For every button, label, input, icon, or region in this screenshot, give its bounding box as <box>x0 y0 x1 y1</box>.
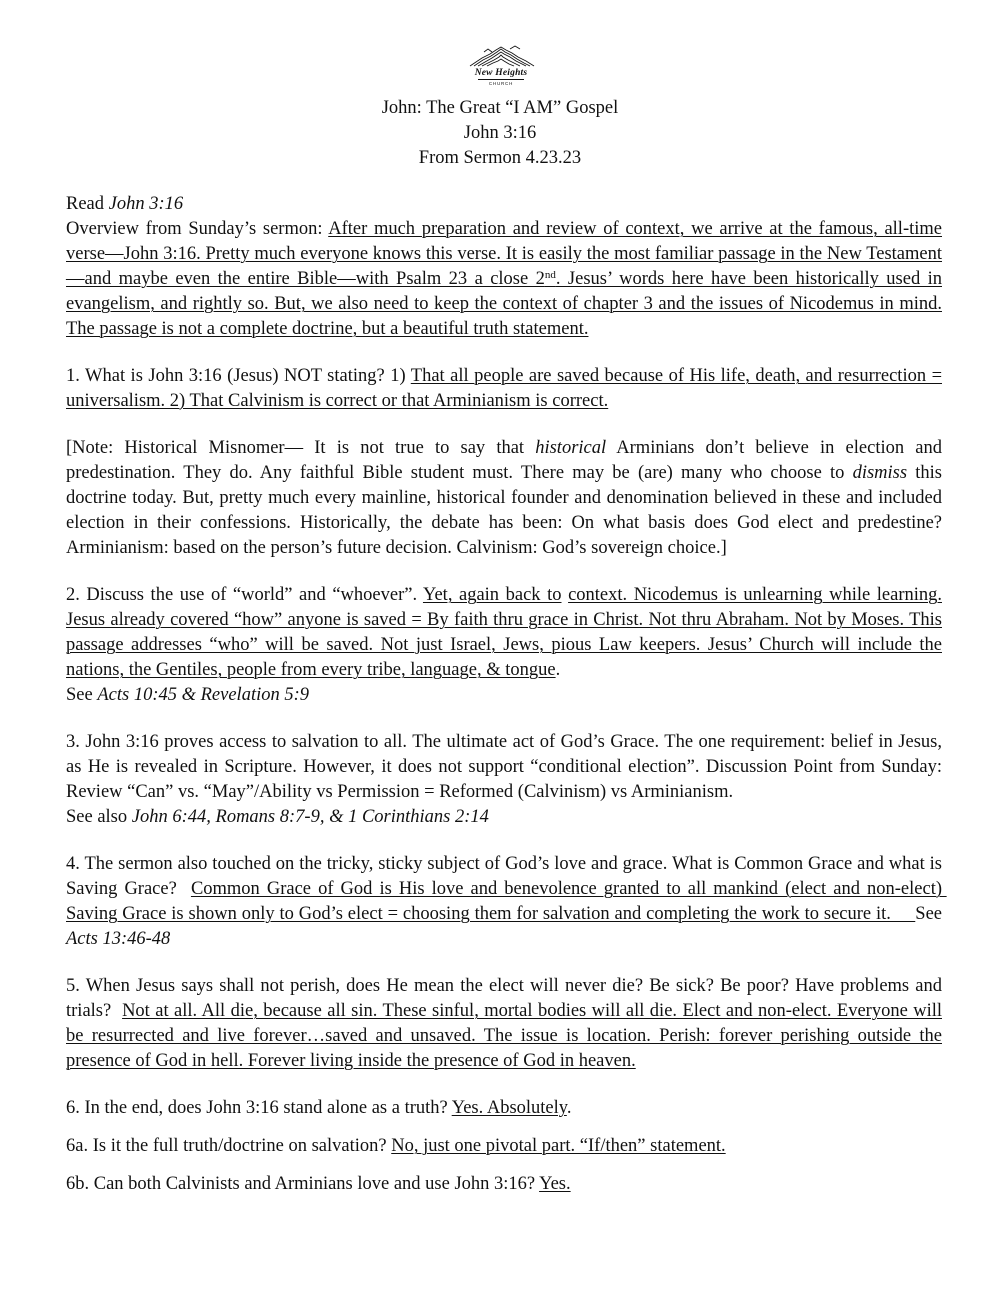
question-2-see <box>66 683 942 708</box>
overview-text-part-1: After much preparation and review of context, we arrive at the famous, all-time verse—John 3:16. Pretty much everyone knows this verse. It is easily the most familiar passage in the New Testament—and maybe even the entire Bible—with Psalm 23 a close 2 <box>66 219 942 289</box>
note-text-part-3: this doctrine today. But, pretty much every mainline, historical founder and denomination believed in these and included election in their confessions. Historically, the debate has been: On what basis does God elect and predestine? Arminianism: based on the person’s future decision. Calvinism: God’s sovereign choice.] <box>66 463 942 558</box>
note-italic-historical: historical <box>535 438 607 458</box>
question-6b-text: 6b. Can both Calvinists and Arminians love and use John 3:16? <box>66 1174 540 1194</box>
question-4 <box>66 852 947 952</box>
logo-divider <box>478 79 524 80</box>
question-3 <box>66 730 942 805</box>
logo-name: New Heights <box>474 68 528 78</box>
logo-subtitle: CHURCH <box>488 81 514 86</box>
question-2-answer-a: Yet, again back to <box>422 585 562 605</box>
note-text-part-2: Arminians don’t believe in election and predestination. They do. Any faithful Bible student must. There may be (are) many who choose to <box>66 438 942 483</box>
overview-text-part-2: . Jesus’ words here have been historically used in evangelism, and rightly so. But, we also need to keep the context of chapter 3 and the issues of Nicodemus in mind. The passage is not a complete doctrine, but a beautiful truth statement. <box>66 269 942 339</box>
question-6a-text: 6a. Is it the full truth/doctrine on salvation? <box>66 1136 392 1156</box>
question-6-end: . <box>566 1098 572 1118</box>
question-6b <box>66 1172 942 1197</box>
note-text-part-1: [Note: Historical Misnomer— It is not true to say that <box>66 438 536 458</box>
question-1-text: 1. What is John 3:16 (Jesus) NOT stating? 1) <box>66 366 411 386</box>
sermon-source: From Sermon 4.23.23 <box>418 148 582 168</box>
question-6-answer: Yes. Absolutely <box>451 1098 567 1118</box>
question-3-text: 3. John 3:16 proves access to salvation to all. The ultimate act of God’s Grace. The one requirement: belief in Jesus, as He is revealed in Scripture. However, it does not support “conditional election”. Discussion Point from Sunday: Review “Can” vs. “May”/Ability vs Permission = Reformed (Calvinism) vs Arminianism. <box>66 732 942 802</box>
see-reference: Acts 13:46-48 <box>66 929 171 949</box>
see-label: See <box>915 904 942 924</box>
question-6 <box>66 1096 942 1121</box>
document-header <box>0 96 1000 171</box>
overview-paragraph <box>66 217 942 342</box>
church-logo <box>460 44 542 94</box>
question-4-answer: Common Grace of God is His love and benevolence granted to all mankind (elect and non-elect) Saving Grace is shown only to God’s elect = choosing them for salvation and completing the work to secure it. <box>66 879 947 924</box>
read-label: Read <box>66 194 109 214</box>
question-2-end: . <box>555 660 561 680</box>
question-3-see <box>66 805 942 830</box>
question-6-text: 6. In the end, does John 3:16 stand alone as a truth? <box>66 1098 452 1118</box>
question-5 <box>66 974 947 1074</box>
question-4-text: 4. The sermon also touched on the tricky, sticky subject of God’s love and grace. What is Common Grace and what is Saving Grace? <box>66 854 947 899</box>
mountain-logo-icon <box>460 44 542 70</box>
study-content <box>66 192 947 1197</box>
question-6a <box>66 1134 942 1159</box>
see-also-reference: John 6:44, Romans 8:7-9, & 1 Corinthians 2:14 <box>131 807 489 827</box>
scripture-reference: John 3:16 <box>463 123 537 143</box>
overview-label: Overview from Sunday’s sermon: <box>66 219 329 239</box>
see-also-label: See also <box>66 807 132 827</box>
historical-note <box>66 436 942 561</box>
question-5-text: 5. When Jesus says shall not perish, does He mean the elect will never die? Be sick? Be poor? Have problems and trials? <box>66 976 947 1021</box>
question-1 <box>66 364 942 414</box>
question-6a-answer: No, just one pivotal part. “If/then” statement. <box>391 1136 726 1156</box>
see-reference: Acts 10:45 & Revelation 5:9 <box>97 685 310 705</box>
question-2-text: 2. Discuss the use of “world” and “whoever”. <box>66 585 423 605</box>
question-6b-answer: Yes. <box>539 1174 571 1194</box>
read-line <box>66 192 942 217</box>
question-2-answer-b: context. Nicodemus is unlearning while learning. Jesus already covered “how” anyone is saved = By faith thru grace in Christ. Not thru Abraham. Not by Moses. This passage addresses “who” will be saved. Not just Israel, Jews, pious Law keepers. Jesus’ Church will include the nations, the Gentiles, people from every tribe, language, & tongue <box>66 585 942 680</box>
document-title: John: The Great “I AM” Gospel <box>381 98 619 118</box>
question-5-answer: Not at all. All die, because all sin. These sinful, mortal bodies will all die. Elect and non-elect. Everyone will be resurrected and live forever…saved and unsaved. The issue is location. Perish: forever perishing outside the presence of God in hell. Forever living inside the presence of God in heaven. <box>66 1001 942 1071</box>
read-reference: John 3:16 <box>108 194 184 214</box>
question-1-answer: That all people are saved because of His life, death, and resurrection = universalism. 2) That Calvinism is correct or that Arminianism is correct. <box>66 366 942 411</box>
question-2 <box>66 583 942 683</box>
note-italic-dismiss: dismiss <box>852 463 908 483</box>
see-label: See <box>66 685 98 705</box>
overview-superscript: nd <box>544 269 556 281</box>
